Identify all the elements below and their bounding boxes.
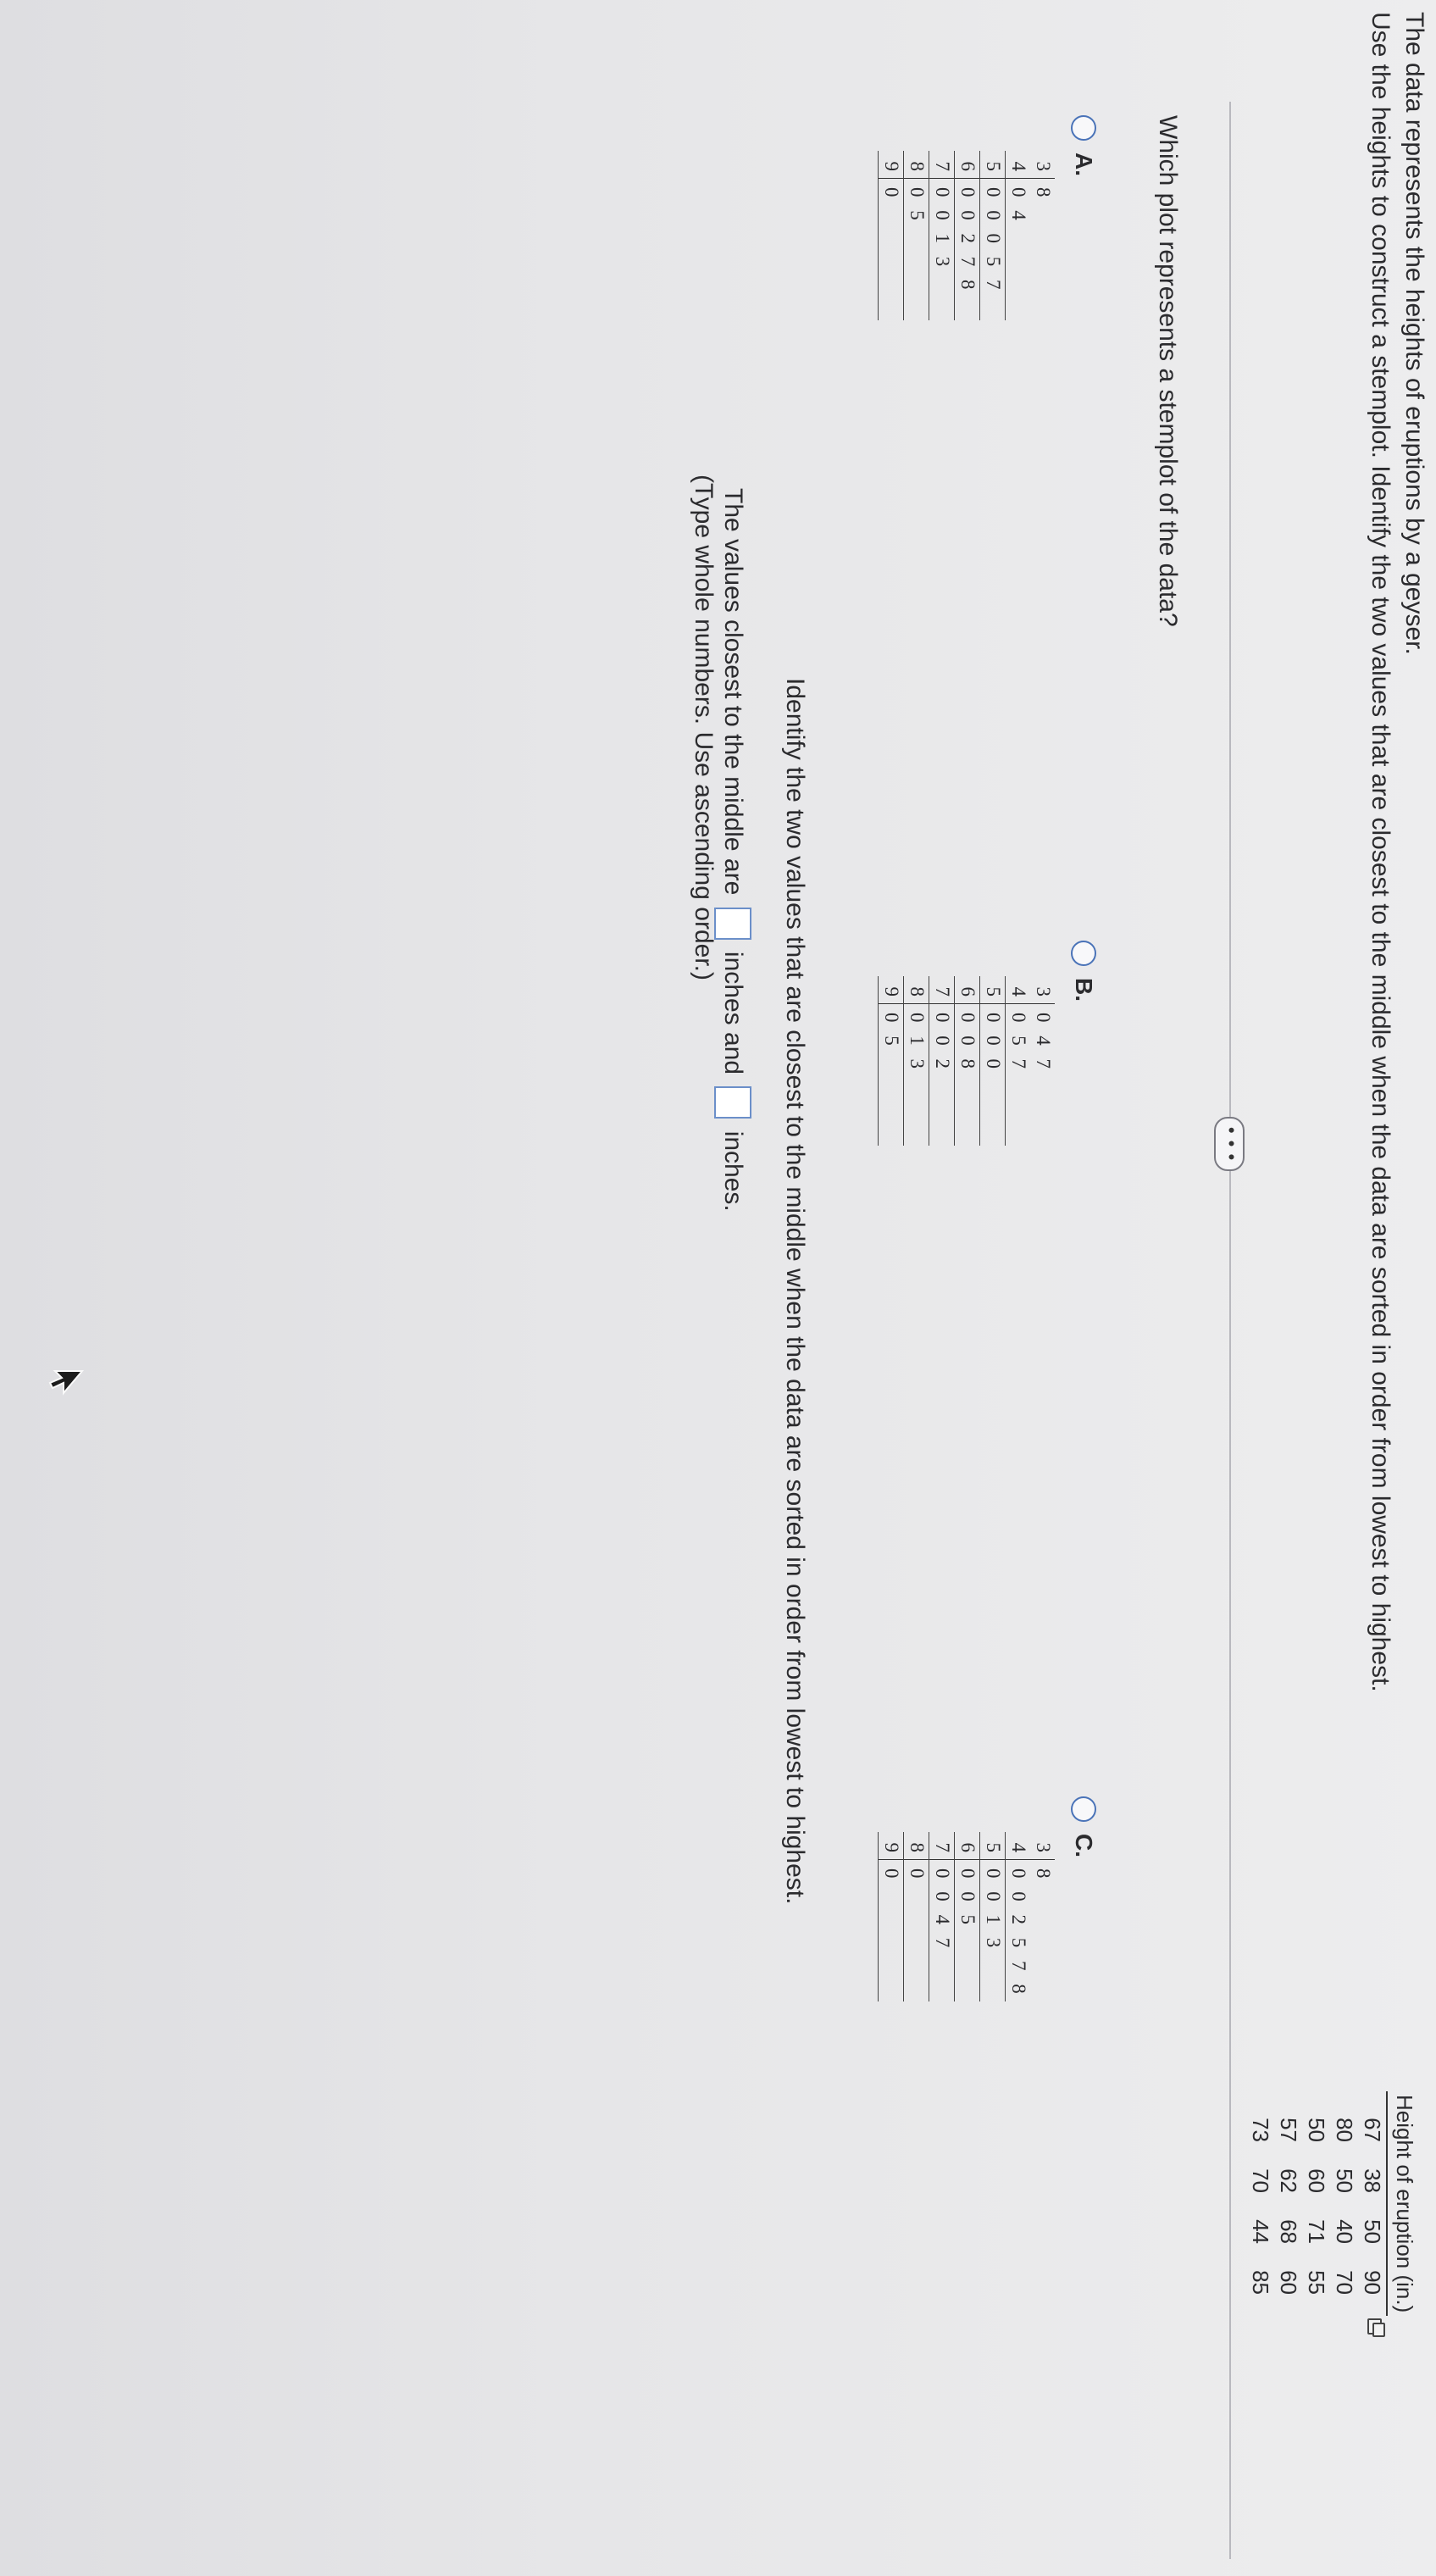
problem-intro: The data represents the heights of eruptions by a geyser. bbox=[1400, 12, 1428, 655]
stemplot-row bbox=[979, 1832, 1005, 2001]
stemplot-stem: 6 bbox=[955, 976, 979, 1004]
heights-table-cell: 70 bbox=[1332, 2270, 1357, 2295]
stemplot-stem: 9 bbox=[879, 1832, 903, 1860]
choice-c-label: C. bbox=[1071, 1834, 1097, 1857]
stemplot-row bbox=[903, 1832, 929, 2001]
heights-table-cell: 57 bbox=[1276, 2118, 1301, 2142]
stemplot-row bbox=[1005, 1832, 1030, 2001]
stemplot-leaves: 0 4 7 bbox=[1033, 1013, 1054, 1073]
answer-input-2[interactable] bbox=[714, 1086, 751, 1119]
stemplot-stem: 5 bbox=[980, 976, 1005, 1004]
stemplot-leaves: 0 0 1 3 bbox=[983, 1868, 1004, 1952]
mouse-cursor-icon bbox=[47, 1369, 84, 1400]
stemplot-question: Which plot represents a stemplot of the data? bbox=[1154, 115, 1182, 627]
section-divider bbox=[1229, 102, 1231, 2559]
stemplot-leaves: 0 0 0 5 7 bbox=[983, 187, 1004, 294]
expand-more-button[interactable]: • • • bbox=[1214, 1117, 1245, 1171]
heights-table-cell: 44 bbox=[1248, 2219, 1273, 2244]
heights-table-cell: 55 bbox=[1304, 2270, 1329, 2295]
stemplot-leaves: 8 bbox=[1033, 187, 1054, 202]
answer-hint: (Type whole numbers. Use ascending order.) bbox=[690, 475, 718, 980]
copy-icon[interactable] bbox=[1367, 2318, 1382, 2334]
stemplot-stem: 5 bbox=[980, 151, 1005, 179]
stemplot-row bbox=[954, 151, 979, 320]
stemplot-stem: 8 bbox=[904, 1832, 929, 1860]
heights-table-cell: 50 bbox=[1304, 2118, 1329, 2142]
heights-table-row bbox=[1246, 2091, 1274, 2316]
stemplot-leaves: 0 bbox=[881, 1868, 902, 1883]
stemplot-stem: 3 bbox=[1030, 976, 1055, 1004]
stemplot-row bbox=[878, 976, 903, 1146]
heights-table-cell: 85 bbox=[1248, 2270, 1273, 2295]
choice-b-stemplot bbox=[878, 976, 1055, 1146]
choice-c-stemplot bbox=[878, 1832, 1055, 2001]
heights-table-cell: 60 bbox=[1276, 2270, 1301, 2295]
heights-table-row bbox=[1302, 2091, 1330, 2316]
heights-table-title: Height of eruption (in.) bbox=[1386, 2091, 1419, 2316]
stemplot-stem: 3 bbox=[1030, 1832, 1055, 1860]
heights-table-cell: 80 bbox=[1332, 2118, 1357, 2142]
stemplot-row bbox=[979, 151, 1005, 320]
stemplot-leaves: 0 5 7 bbox=[1008, 1013, 1029, 1073]
stemplot-leaves: 0 4 bbox=[1008, 187, 1029, 225]
stemplot-leaves: 0 0 0 bbox=[983, 1013, 1004, 1073]
heights-table-cell: 68 bbox=[1276, 2219, 1301, 2244]
stemplot-leaves: 0 bbox=[881, 187, 902, 202]
choice-a-radio[interactable] bbox=[1071, 115, 1096, 141]
stemplot-row bbox=[903, 151, 929, 320]
stemplot-row bbox=[954, 976, 979, 1146]
stemplot-row bbox=[954, 1832, 979, 2001]
stemplot-stem: 9 bbox=[879, 151, 903, 179]
stemplot-row bbox=[878, 1832, 903, 2001]
stemplot-stem: 3 bbox=[1030, 151, 1055, 179]
stemplot-row bbox=[1030, 976, 1055, 1146]
heights-table-cell: 60 bbox=[1304, 2168, 1329, 2193]
identify-instruction: Identify the two values that are closest to the middle when the data are sorted in order from lowest to highest. bbox=[781, 678, 809, 1905]
stemplot-leaves: 0 0 2 7 8 bbox=[957, 187, 979, 294]
answer-suffix: inches. bbox=[719, 1124, 747, 1212]
heights-table-row bbox=[1330, 2091, 1358, 2316]
stemplot-stem: 5 bbox=[980, 1832, 1005, 1860]
stemplot-stem: 7 bbox=[929, 1832, 954, 1860]
stemplot-leaves: 0 0 2 bbox=[932, 1013, 953, 1073]
answer-input-1[interactable] bbox=[714, 908, 751, 940]
choice-a-label: A. bbox=[1071, 153, 1097, 176]
problem-instruction: Use the heights to construct a stemplot. Identify the two values that are closest to the middle when the data are sorted in order from lowest to highest. bbox=[1367, 12, 1394, 1692]
stemplot-stem: 7 bbox=[929, 976, 954, 1004]
stemplot-row bbox=[878, 151, 903, 320]
choice-a[interactable] bbox=[878, 115, 1097, 320]
choice-b-radio[interactable] bbox=[1071, 941, 1096, 966]
stemplot-row bbox=[979, 976, 1005, 1146]
stemplot-leaves: 0 5 bbox=[907, 187, 928, 225]
heights-table-body bbox=[1246, 2091, 1386, 2316]
stemplot-leaves: 0 1 3 bbox=[907, 1013, 928, 1073]
stemplot-row bbox=[929, 976, 954, 1146]
heights-table-cell: 62 bbox=[1276, 2168, 1301, 2193]
stemplot-leaves: 0 0 4 7 bbox=[932, 1868, 953, 1952]
stemplot-stem: 8 bbox=[904, 976, 929, 1004]
stemplot-leaves: 0 0 8 bbox=[957, 1013, 979, 1073]
heights-table-cell: 50 bbox=[1360, 2219, 1385, 2244]
heights-table-cell: 40 bbox=[1332, 2219, 1357, 2244]
answer-prefix: The values closest to the middle are bbox=[719, 488, 747, 902]
choice-c-radio[interactable] bbox=[1071, 1796, 1096, 1822]
stemplot-stem: 4 bbox=[1006, 976, 1030, 1004]
stemplot-leaves: 0 0 1 3 bbox=[932, 187, 953, 271]
heights-table-cell: 67 bbox=[1360, 2118, 1385, 2142]
stemplot-row bbox=[1005, 151, 1030, 320]
stemplot-row bbox=[903, 976, 929, 1146]
heights-table-row bbox=[1274, 2091, 1302, 2316]
stemplot-row bbox=[929, 151, 954, 320]
stemplot-stem: 4 bbox=[1006, 1832, 1030, 1860]
stemplot-stem: 6 bbox=[955, 151, 979, 179]
choice-c[interactable] bbox=[878, 1796, 1097, 2001]
heights-table bbox=[1246, 2091, 1419, 2316]
choice-b-label: B. bbox=[1071, 978, 1097, 1002]
stemplot-stem: 8 bbox=[904, 151, 929, 179]
stemplot-row bbox=[1005, 976, 1030, 1146]
stemplot-leaves: 0 bbox=[907, 1868, 928, 1883]
heights-table-cell: 38 bbox=[1360, 2168, 1385, 2193]
choice-b[interactable] bbox=[878, 941, 1097, 1146]
answer-sentence bbox=[714, 488, 751, 1212]
stemplot-leaves: 8 bbox=[1033, 1868, 1054, 1883]
stemplot-stem: 7 bbox=[929, 151, 954, 179]
heights-table-cell: 70 bbox=[1248, 2168, 1273, 2193]
answer-middle: inches and bbox=[719, 944, 747, 1082]
stemplot-row bbox=[929, 1832, 954, 2001]
stemplot-leaves: 0 0 2 5 7 8 bbox=[1008, 1868, 1029, 1998]
stemplot-row bbox=[1030, 151, 1055, 320]
heights-table-cell: 50 bbox=[1332, 2168, 1357, 2193]
heights-table-cell: 73 bbox=[1248, 2118, 1273, 2142]
stemplot-stem: 9 bbox=[879, 976, 903, 1004]
choice-a-stemplot bbox=[878, 151, 1055, 320]
stemplot-row bbox=[1030, 1832, 1055, 2001]
heights-table-cell: 71 bbox=[1304, 2219, 1329, 2244]
heights-table-cell: 90 bbox=[1360, 2270, 1385, 2295]
stemplot-stem: 6 bbox=[955, 1832, 979, 1860]
stemplot-leaves: 0 5 bbox=[881, 1013, 902, 1050]
stemplot-leaves: 0 0 5 bbox=[957, 1868, 979, 1929]
heights-table-row bbox=[1358, 2091, 1386, 2316]
stemplot-stem: 4 bbox=[1006, 151, 1030, 179]
